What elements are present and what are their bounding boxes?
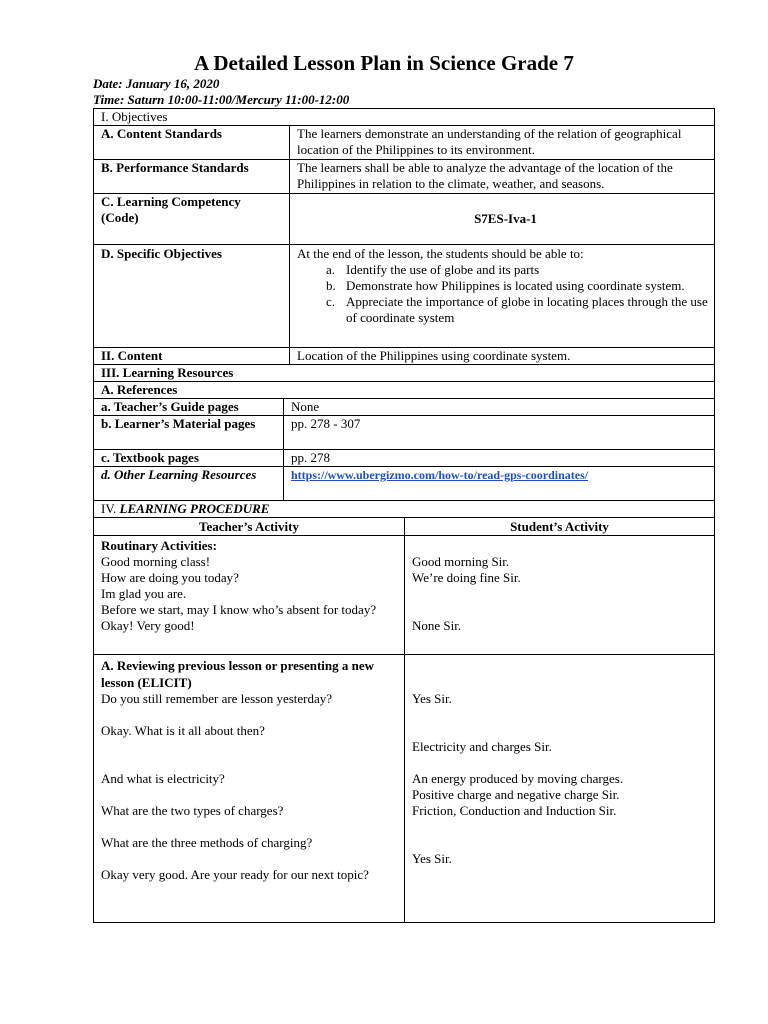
content-text: Location of the Philippines using coordinate system. (290, 348, 715, 365)
teacher-question: Okay. What is it all about then? (101, 723, 265, 738)
elicit-teacher-cell (94, 655, 405, 923)
procedure-heading-text: LEARNING PROCEDURE (119, 501, 270, 516)
teacher-line: Before we start, may I know who’s absent for today? (101, 602, 377, 617)
teachers-guide-label: a. Teacher’s Guide pages (94, 399, 284, 416)
list-item: c. Appreciate the importance of globe in locating places through the use of coordinate system (326, 294, 708, 325)
learners-material-label: b. Learner’s Material pages (94, 416, 284, 450)
teacher-question: Do you still remember are lesson yesterday? (101, 691, 333, 706)
teacher-question: What are the two types of charges? (101, 803, 284, 818)
student-answer: Friction, Conduction and Induction Sir. (412, 803, 617, 818)
content-standards-label: A. Content Standards (94, 126, 290, 160)
list-item: b. Demonstrate how Philippines is located using coordinate system. (326, 278, 685, 293)
learning-competency-label (94, 194, 290, 245)
references-heading: A. References (94, 382, 715, 399)
student-line: Good morning Sir. (412, 554, 510, 569)
elicit-title: A. Reviewing previous lesson or presenting a new lesson (ELICIT) (101, 658, 375, 690)
routinary-student-cell (405, 536, 715, 655)
lesson-date: Date: January 16, 2020 (93, 76, 220, 91)
teacher-line: Good morning class! (101, 554, 211, 569)
content-label: II. Content (94, 348, 290, 365)
content-standards-text: The learners demonstrate an understanding of the relation of geographical location of the Philippines to its environment. (290, 126, 715, 160)
routinary-teacher-cell (94, 536, 405, 655)
gps-coordinates-link[interactable]: https://www.ubergizmo.com/how-to/read-gps-coordinates/ (291, 468, 589, 482)
competency-label-line-2: (Code) (101, 210, 139, 225)
textbook-label: c. Textbook pages (94, 450, 284, 467)
procedure-heading (94, 501, 715, 518)
routinary-title: Routinary Activities: (101, 538, 217, 553)
competency-label-line-1: C. Learning Competency (101, 194, 241, 209)
competency-code: S7ES-Iva-1 (290, 194, 715, 245)
teacher-line: Okay! Very good! (101, 618, 195, 633)
student-answer: Electricity and charges Sir. (412, 739, 552, 754)
student-answer: Yes Sir. (412, 691, 452, 706)
student-line: We’re doing fine Sir. (412, 570, 521, 585)
teacher-question: Okay very good. Are your ready for our next topic? (101, 867, 369, 882)
other-resources-cell (284, 467, 715, 501)
objectives-heading: I. Objectives (94, 109, 715, 126)
student-answer: Yes Sir. (412, 851, 452, 866)
student-line: None Sir. (412, 618, 462, 633)
specific-objectives-label: D. Specific Objectives (94, 245, 290, 348)
list-item: a. Identify the use of globe and its parts (326, 262, 540, 277)
teachers-guide-value: None (284, 399, 715, 416)
teacher-line: How are doing you today? (101, 570, 239, 585)
teacher-question: And what is electricity? (101, 771, 225, 786)
resources-heading: III. Learning Resources (94, 365, 715, 382)
learners-material-value: pp. 278 - 307 (284, 416, 715, 450)
student-answer: Positive charge and negative charge Sir. (412, 787, 620, 802)
specific-objectives-cell (290, 245, 715, 348)
student-answer: An energy produced by moving charges. (412, 771, 624, 786)
textbook-value: pp. 278 (284, 450, 715, 467)
objectives-table (93, 108, 715, 365)
lesson-time: Time: Saturn 10:00-11:00/Mercury 11:00-12:00 (93, 92, 350, 107)
resources-table (93, 364, 715, 501)
page-title: A Detailed Lesson Plan in Science Grade 7 (194, 51, 574, 75)
elicit-student-cell (405, 655, 715, 923)
procedure-table (93, 500, 715, 923)
procedure-heading-number: IV. (101, 501, 117, 516)
student-activity-header: Student’s Activity (405, 518, 715, 536)
specific-objectives-intro: At the end of the lesson, the students should be able to: (297, 246, 584, 261)
performance-standards-text: The learners shall be able to analyze the advantage of the location of the Philippines in relation to the climate, weather, and seasons. (290, 160, 715, 194)
teacher-activity-header: Teacher’s Activity (94, 518, 405, 536)
teacher-question: What are the three methods of charging? (101, 835, 313, 850)
teacher-line: Im glad you are. (101, 586, 187, 601)
specific-objectives-list (297, 262, 714, 326)
other-resources-label: d. Other Learning Resources (94, 467, 284, 501)
performance-standards-label: B. Performance Standards (94, 160, 290, 194)
